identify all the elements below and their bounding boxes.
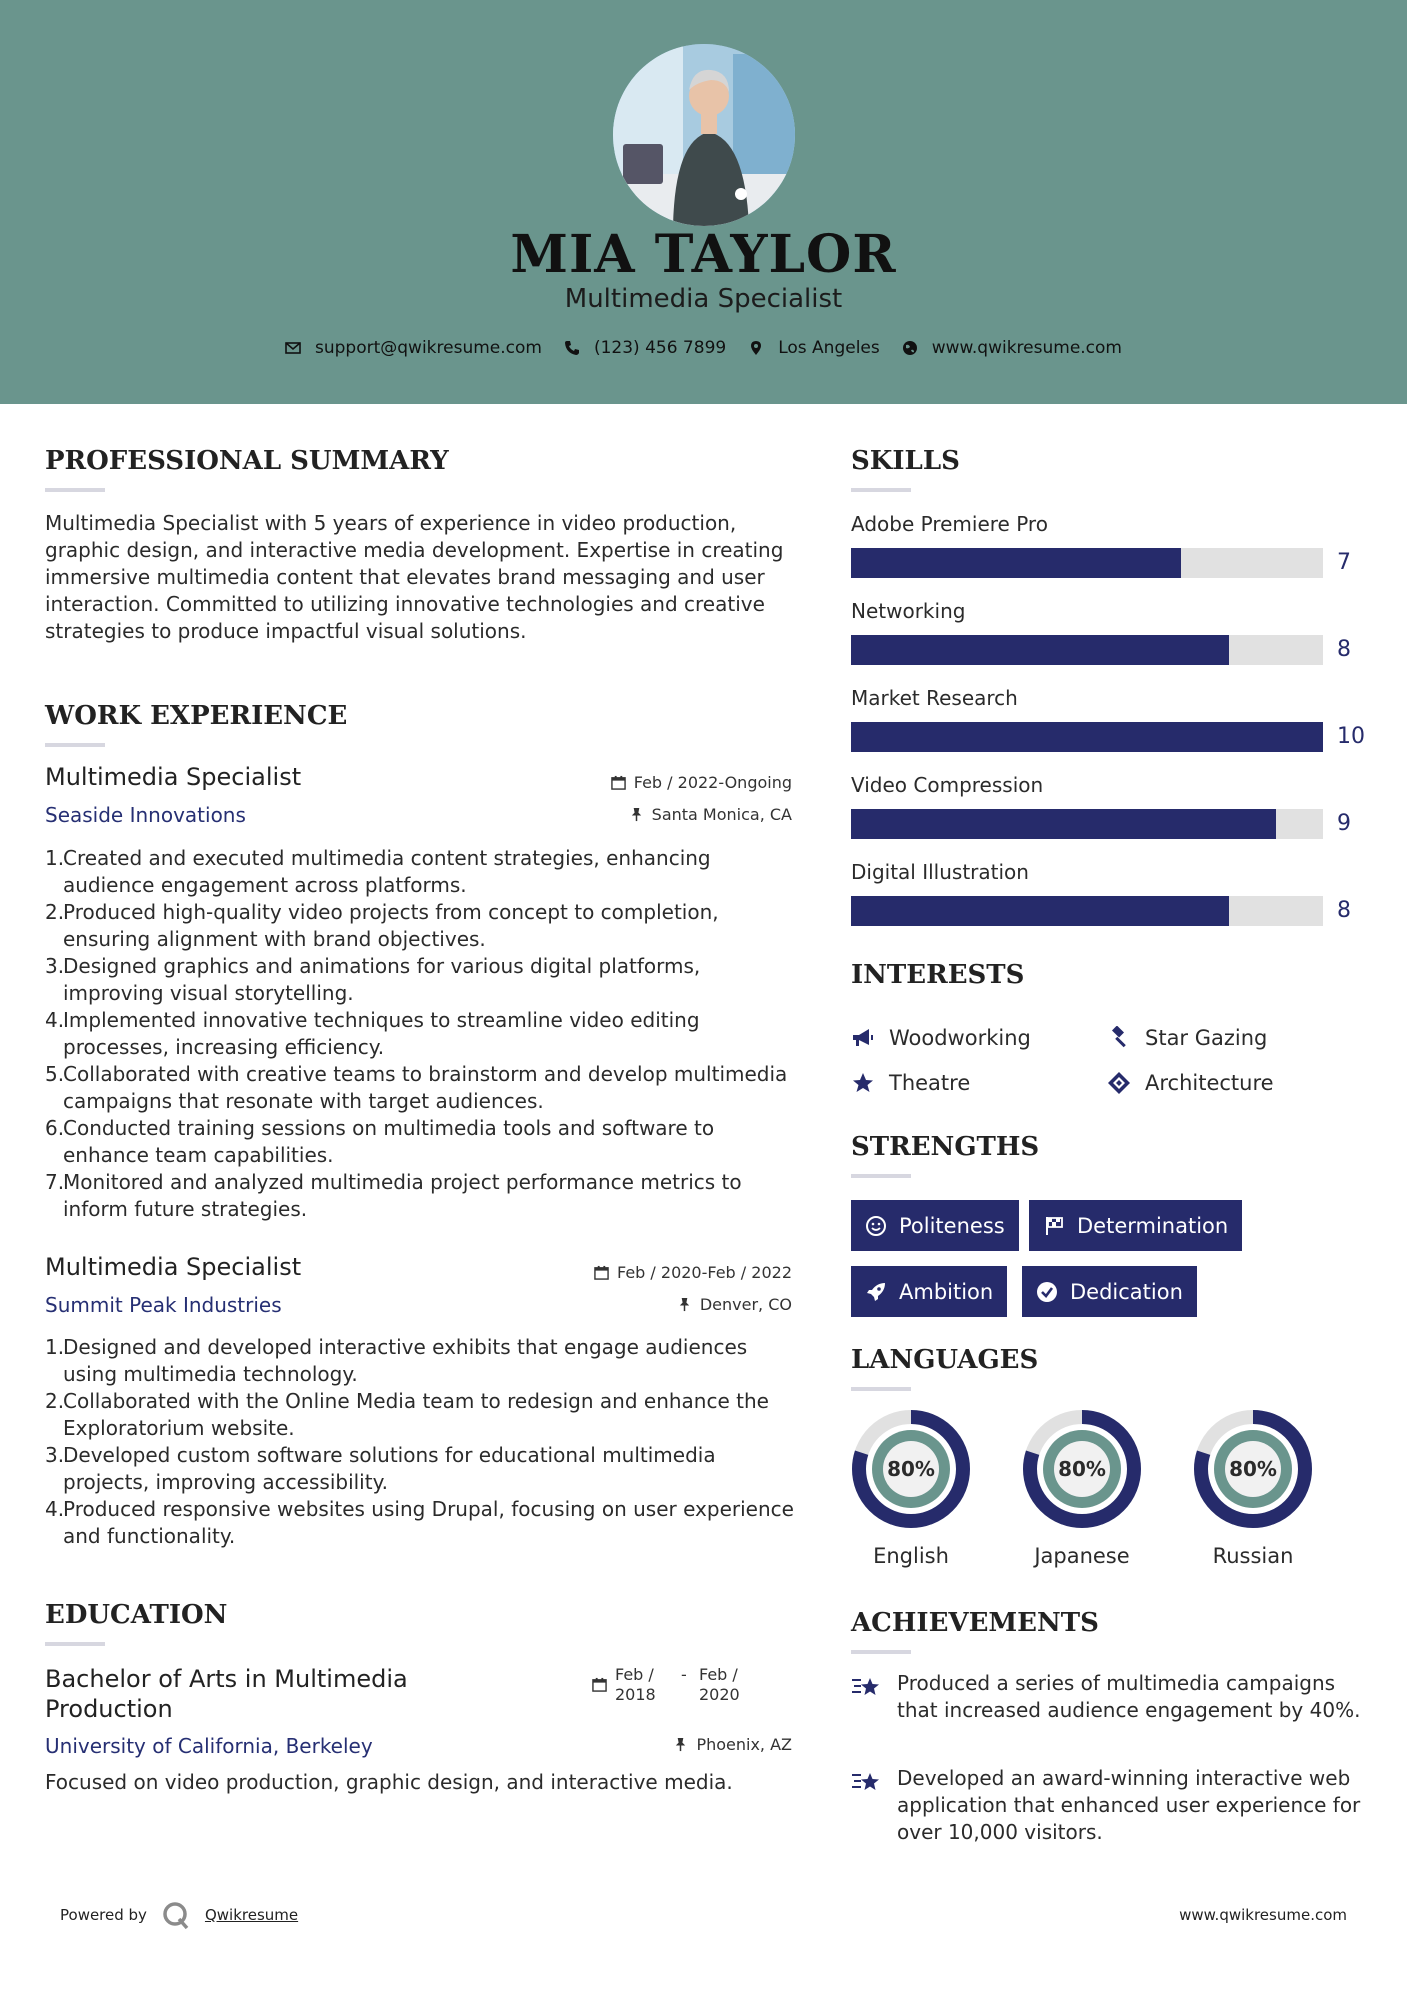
- degree-line-2: Production: [45, 1695, 173, 1723]
- skill-bar-track: [851, 896, 1323, 926]
- candidate-name: MIA TAYLOR: [510, 224, 897, 285]
- strength-politeness: [851, 1200, 1019, 1251]
- list-item: 2. Produced high-quality video projects from concept to completion, ensuring alignment with brand objectives.: [45, 900, 719, 951]
- education-location-text: Phoenix, AZ: [696, 1735, 792, 1754]
- pin-icon: [673, 1737, 688, 1752]
- date-separator: -: [681, 1665, 687, 1684]
- interest-label: Architecture: [1145, 1071, 1274, 1095]
- list-item: 2. Collaborated with the Online Media team to redesign and enhance the Exploratorium website.: [45, 1389, 769, 1440]
- interest-woodworking: [851, 1026, 1031, 1050]
- job-date-text: Feb / 2022-Ongoing: [633, 773, 792, 792]
- education-description: Focused on video production, graphic design, and interactive media.: [45, 1770, 733, 1794]
- calendar-icon: [594, 1265, 609, 1280]
- job-date-text: Feb / 2020-Feb / 2022: [617, 1263, 792, 1282]
- candidate-role: Multimedia Specialist: [564, 284, 843, 314]
- footer-powered-by: [60, 1900, 298, 1930]
- job-location-text: Denver, CO: [699, 1295, 792, 1314]
- map-pin-icon: [748, 340, 764, 356]
- job-location: [629, 805, 792, 824]
- education-heading: EDUCATION: [45, 1600, 228, 1630]
- job-title: Multimedia Specialist: [45, 763, 302, 791]
- skill-level: 10: [1337, 724, 1365, 749]
- interest-label: Theatre: [889, 1071, 971, 1095]
- megaphone-icon: [851, 1026, 875, 1050]
- degree-title: [45, 1664, 408, 1724]
- interest-theatre: [851, 1071, 970, 1095]
- phone-icon: [564, 340, 580, 356]
- skills-heading-underline: [851, 488, 911, 492]
- achievement-item: [851, 1765, 1371, 1846]
- strength-label: Dedication: [1070, 1279, 1183, 1304]
- summary-text: Multimedia Specialist with 5 years of experience in video production, graphic design, and interactive media development. Expertise in creating immersive multimedia content that elevates brand messaging and user interaction. Committed to utilizing innovative technologies and creative strategies to produce impactful visual solutions.: [45, 511, 784, 643]
- skill-label: Networking: [851, 599, 966, 623]
- strength-label: Determination: [1077, 1213, 1229, 1238]
- list-item: 4. Produced responsive websites using Drupal, focusing on user experience and functionality.: [45, 1497, 794, 1548]
- achievement-text: Produced a series of multimedia campaigns that increased audience engagement by 40%.: [897, 1671, 1361, 1722]
- list-item: 3. Developed custom software solutions for educational multimedia projects, improving accessibility.: [45, 1443, 716, 1494]
- skills-heading: SKILLS: [851, 446, 960, 476]
- list-item: 1. Designed and developed interactive exhibits that engage audiences using multimedia technology.: [45, 1335, 748, 1386]
- strengths-heading-underline: [851, 1174, 911, 1178]
- skill-bar-fill: [851, 548, 1181, 578]
- header: [0, 0, 1407, 404]
- skill-bar-fill: [851, 896, 1229, 926]
- contact-website-text: www.qwikresume.com: [931, 338, 1122, 358]
- strength-label: Ambition: [899, 1279, 994, 1304]
- footer-website[interactable]: www.qwikresume.com: [1179, 1906, 1347, 1924]
- interest-architecture: [1107, 1071, 1274, 1095]
- education-location: [673, 1735, 792, 1754]
- interest-star-gazing: [1107, 1026, 1267, 1050]
- skill-label: Market Research: [851, 686, 1018, 710]
- skill-label: Video Compression: [851, 773, 1044, 797]
- contact-location: [748, 338, 880, 358]
- contact-email[interactable]: [285, 338, 542, 358]
- flag-icon: [1043, 1215, 1065, 1237]
- strength-ambition: [851, 1266, 1007, 1317]
- job-date: [611, 773, 792, 792]
- contact-email-text: support@qwikresume.com: [315, 338, 542, 358]
- school-name: University of California, Berkeley: [45, 1734, 373, 1758]
- job-location: [677, 1295, 792, 1314]
- job-bullets: [45, 1334, 795, 1550]
- strength-determination: [1029, 1200, 1242, 1251]
- list-item: 6. Conducted training sessions on multimedia tools and software to enhance team capabilities.: [45, 1116, 715, 1167]
- interests-heading: INTERESTS: [851, 960, 1025, 990]
- language-percent: 80%: [887, 1457, 935, 1481]
- strength-dedication: [1022, 1266, 1197, 1317]
- globe-icon: [902, 340, 918, 356]
- shooting-star-icon: [851, 1765, 883, 1797]
- list-item: 7. Monitored and analyzed multimedia project performance metrics to inform future strategies.: [45, 1170, 742, 1221]
- language-name: English: [873, 1544, 949, 1568]
- education-end: Feb / 2020: [699, 1665, 740, 1704]
- list-item: 1. Created and executed multimedia content strategies, enhancing audience engagement across platforms.: [45, 846, 711, 897]
- achievement-item: [851, 1670, 1371, 1724]
- calendar-icon: [592, 1677, 607, 1692]
- interest-label: Star Gazing: [1145, 1026, 1268, 1050]
- job-bullets: [45, 845, 795, 1223]
- brand-link[interactable]: Qwikresume: [204, 1906, 299, 1924]
- education-start: Feb / 2018: [615, 1665, 656, 1704]
- strengths-heading: STRENGTHS: [851, 1132, 1040, 1162]
- achievement-text: Developed an award-winning interactive web application that enhanced user experience for over 10,000 visitors.: [897, 1766, 1361, 1844]
- contact-phone-text: (123) 456 7899: [593, 338, 727, 358]
- envelope-icon: [285, 340, 301, 356]
- strength-label: Politeness: [899, 1213, 1005, 1238]
- job-company: Summit Peak Industries: [45, 1293, 282, 1317]
- pin-icon: [677, 1297, 692, 1312]
- language-name: Japanese: [1034, 1544, 1130, 1568]
- skill-bar-track: [851, 722, 1323, 752]
- contact-phone[interactable]: [564, 338, 726, 358]
- skill-bar-fill: [851, 635, 1229, 665]
- job-date: [594, 1263, 792, 1282]
- check-circle-icon: [1036, 1281, 1058, 1303]
- skill-level: 9: [1337, 811, 1351, 836]
- languages-heading: LANGUAGES: [851, 1345, 1039, 1375]
- language-percent: 80%: [1058, 1457, 1106, 1481]
- smile-icon: [865, 1215, 887, 1237]
- job-company: Seaside Innovations: [45, 803, 246, 827]
- language-ring: [1021, 1408, 1143, 1530]
- language-percent: 80%: [1229, 1457, 1277, 1481]
- star-icon: [851, 1071, 875, 1095]
- pin-icon: [629, 807, 644, 822]
- summary-heading-underline: [45, 488, 105, 492]
- experience-heading: WORK EXPERIENCE: [45, 701, 348, 731]
- language-ring: [1192, 1408, 1314, 1530]
- skill-bar-fill: [851, 809, 1276, 839]
- skill-bar-track: [851, 635, 1323, 665]
- list-item: 4. Implemented innovative techniques to streamline video editing processes, increasing efficiency.: [45, 1008, 700, 1059]
- shooting-star-icon: [851, 1670, 883, 1702]
- skill-label: Digital Illustration: [851, 860, 1029, 884]
- achievements-heading: ACHIEVEMENTS: [851, 1608, 1099, 1638]
- degree-line-1: Bachelor of Arts in Multimedia: [45, 1665, 408, 1693]
- achievements-heading-underline: [851, 1650, 911, 1654]
- qwikresume-logo-icon: [161, 1900, 191, 1930]
- rocket-icon: [865, 1281, 887, 1303]
- profile-photo: [613, 44, 795, 226]
- skill-bar-track: [851, 809, 1323, 839]
- contact-website[interactable]: [902, 338, 1122, 358]
- skill-level: 7: [1337, 550, 1351, 575]
- skill-label: Adobe Premiere Pro: [851, 512, 1048, 536]
- calendar-icon: [611, 775, 626, 790]
- languages-heading-underline: [851, 1387, 911, 1391]
- job-location-text: Santa Monica, CA: [651, 805, 792, 824]
- experience-heading-underline: [45, 743, 105, 747]
- skill-bar-track: [851, 548, 1323, 578]
- language-name: Russian: [1212, 1544, 1294, 1568]
- job-title: Multimedia Specialist: [45, 1253, 302, 1281]
- interest-label: Woodworking: [889, 1026, 1031, 1050]
- education-heading-underline: [45, 1642, 105, 1646]
- ticket-icon: [1107, 1071, 1131, 1095]
- skill-level: 8: [1337, 898, 1351, 923]
- skill-level: 8: [1337, 637, 1351, 662]
- skill-bar-fill: [851, 722, 1323, 752]
- summary-heading: PROFESSIONAL SUMMARY: [45, 446, 449, 476]
- list-item: 5. Collaborated with creative teams to brainstorm and develop multimedia campaigns that resonate with target audiences.: [45, 1062, 788, 1113]
- contact-location-text: Los Angeles: [778, 338, 880, 358]
- education-dates: [592, 1665, 757, 1705]
- language-ring: [850, 1408, 972, 1530]
- contact-bar: [0, 338, 1407, 358]
- list-item: 3. Designed graphics and animations for various digital platforms, improving visual storytelling.: [45, 954, 701, 1005]
- powered-by-label: Powered by: [60, 1906, 147, 1924]
- gavel-icon: [1107, 1026, 1131, 1050]
